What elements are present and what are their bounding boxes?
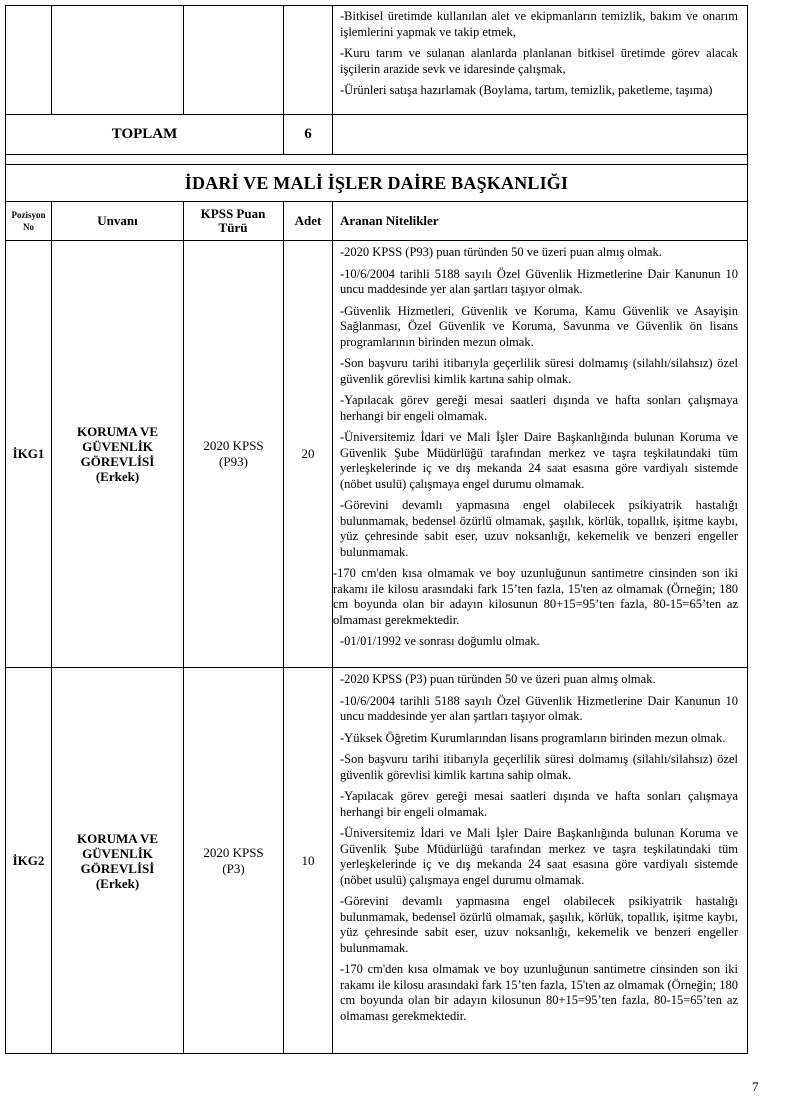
requirement-item: -2020 KPSS (P3) puan türünden 50 ve üzeri puan almış olmak.	[340, 672, 656, 686]
requirement-item: -Üniversitemiz İdari ve Mali İşler Daire Başkanlığında bulunan Koruma ve Güvenlik Şube Müdürlüğü tarafından merkez ve taşra teşkilatındaki tüm yerleşkelerinde iç ve dış mekanda 24 saat esasına göre vardiyalı sistemde (nöbet usulü) çalışmaya engel durumu olmamak.	[340, 826, 738, 887]
kpss-year: 2020 KPSS	[203, 438, 264, 453]
requirement-item: -Son başvuru tarihi itibarıyla geçerlilik süresi dolmamış (silahlı/silahsız) özel güvenlik görevlisi kimlik kartına sahip olmak.	[340, 752, 738, 782]
requirement-item: -Ürünleri satışa hazırlamak (Boylama, tartım, temizlik, paketleme, taşıma)	[340, 83, 713, 97]
requirement-item: -Kuru tarım ve sulanan alanlarda planlanan bitkisel üretimde görev alacak işçilerin arazide sevk ve idaresinde çalışmak,	[340, 46, 738, 76]
requirement-item: -10/6/2004 tarihli 5188 sayılı Özel Güvenlik Hizmetlerine Dair Kanunun 10 uncu maddesinde yer alan şartları taşıyor olmak.	[340, 266, 738, 296]
position-title: KORUMA VE GÜVENLİK GÖREVLİSİ (Erkek)	[76, 830, 158, 891]
position-title: KORUMA VE GÜVENLİK GÖREVLİSİ (Erkek)	[76, 424, 158, 484]
requirement-item: -01/01/1992 ve sonrası doğumlu olmak.	[340, 634, 540, 648]
position-no: İKG2	[12, 852, 45, 868]
header-qualifications: Aranan Nitelikler	[340, 213, 439, 228]
kpss-code: (P93)	[219, 454, 248, 469]
requirement-item: -170 cm'den kısa olmamak ve boy uzunluğunun santimetre cinsinden son iki rakamı ile kilosu arasındaki fark 15’ten fazla, 15'ten az olmamak (Örneğin; 180 cm boyunda olan bir adayın kilosunun 80+15=95’ten fazla, 80-15=65’ten az olmaması gerekmektedir.	[340, 962, 738, 1023]
kpss-code: (P3)	[222, 860, 245, 876]
kpss-type	[184, 668, 283, 1053]
header-title: Unvanı	[97, 213, 138, 228]
requirement-item: -10/6/2004 tarihli 5188 sayılı Özel Güvenlik Hizmetlerine Dair Kanunun 10 uncu maddesinde yer alan şartları taşıyor olmak.	[340, 693, 738, 723]
requirement-item: -Son başvuru tarihi itibarıyla geçerlilik süresi dolmamış (silahlı/silahsız) özel güvenlik görevlisi kimlik kartına sahip olmak.	[340, 356, 738, 386]
col-divider	[332, 5, 333, 154]
top-requirements-list	[340, 9, 738, 105]
col-divider	[51, 5, 52, 114]
table-border-right	[747, 5, 748, 1054]
kpss-year: 2020 KPSS	[203, 844, 264, 860]
requirement-item: -Görevini devamlı yapmasına engel olabilecek psikiyatrik hastalığı bulunmamak, bedensel özürlü olmamak, şaşılık, körlük, topallık, işitme kaybı, yüz çehresinde sabit eser, uzuv noksanlığı, kekemelik ve benzeri engeller bulunmamak.	[340, 894, 738, 955]
requirements-list	[340, 672, 738, 1030]
requirement-item: -Yapılacak görev gereği mesai saatleri dışında ve hafta sonları çalışmaya herhangi bir engeli olmamak.	[340, 393, 738, 423]
position-count: 20	[301, 446, 315, 461]
row-divider	[5, 154, 748, 155]
table-border-top	[5, 5, 748, 6]
page-number: 7	[752, 1079, 759, 1094]
table-border-bottom	[5, 1053, 748, 1054]
position-count: 10	[301, 852, 315, 868]
department-title: İDARİ VE MALİ İŞLER DAİRE BAŞKANLIĞI	[184, 172, 569, 193]
requirement-item: -Yapılacak görev gereği mesai saatleri dışında ve hafta sonları çalışmaya herhangi bir engeli olmamak.	[340, 789, 738, 819]
header-count: Adet	[294, 213, 322, 228]
total-value: 6	[304, 126, 312, 142]
requirement-item: -Bitkisel üretimde kullanılan alet ve ekipmanların temizlik, bakım ve onarım işlemlerini yapmak ve takip etmek,	[340, 9, 738, 39]
header-kpss: KPSS Puan Türü	[200, 206, 266, 235]
kpss-type	[184, 241, 283, 667]
requirements-list	[333, 245, 738, 656]
col-divider	[183, 5, 184, 114]
requirement-item: -Yüksek Öğretim Kurumlarından lisans programların birinden mezun olmak.	[340, 730, 726, 745]
total-label: TOPLAM	[111, 126, 178, 142]
requirement-item: -170 cm'den kısa olmamak ve boy uzunluğunun santimetre cinsinden son iki rakamı ile kilosu arasındaki fark 15’ten fazla, 15'ten az olmamak (Örneğin; 180 cm boyunda olan bir adayın kilosunun 80+15=95’ten fazla, 80-15=65’ten az olmaması gerekmektedir.	[333, 566, 738, 627]
requirement-item: -2020 KPSS (P93) puan türünden 50 ve üzeri puan almış olmak.	[340, 245, 662, 259]
header-position-no: Pozisyon No	[11, 210, 46, 232]
requirement-item: -Üniversitemiz İdari ve Mali İşler Daire Başkanlığında bulunan Koruma ve Güvenlik Şube Müdürlüğü tarafından merkez ve taşra teşkilatındaki tüm yerleşkelerinde iç ve dış mekanda 24 saat esasına göre vardiyalı sistemde (nöbet usulü) çalışmaya engel durumu olmamak.	[340, 430, 738, 491]
requirement-item: -Güvenlik Hizmetleri, Güvenlik ve Koruma, Kamu Güvenlik ve Asayişin Sağlanması, Özel Güvenlik ve Koruma, Savunma ve Güvenlik ön lisans programlarının birinden mezun olmak.	[340, 303, 738, 349]
position-no: İKG1	[12, 446, 45, 461]
col-divider	[51, 201, 52, 1053]
requirement-item: -Görevini devamlı yapmasına engel olabilecek psikiyatrik hastalığı bulunmamak, bedensel özürlü olmamak, şaşılık, körlük, topallık, işitme kaybı, yüz çehresinde sabit eser, uzuv noksanlığı, kekemelik ve benzeri engeller bulunmamak.	[340, 498, 738, 559]
